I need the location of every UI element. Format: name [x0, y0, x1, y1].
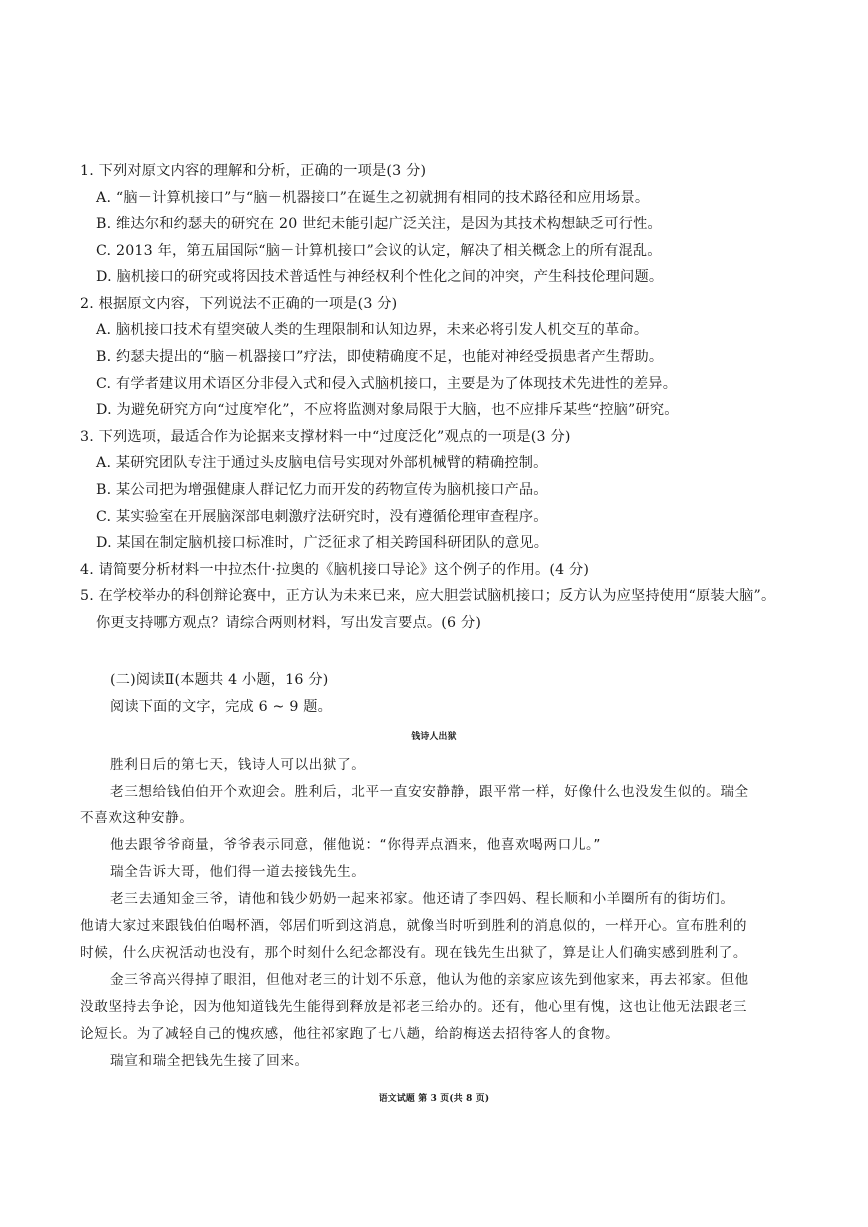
- passage-line: 老三去通知金三爷，请他和钱少奶奶一起来祁家。他还请了李四妈、程长顺和小羊圈所有的街坊们。: [110, 891, 735, 907]
- question-1-option-c: C. 2013 年，第五届国际“脑－计算机接口”会议的认定，解决了相关概念上的所有混乱。: [96, 243, 662, 259]
- passage-line: 瑞宣和瑞全把钱先生接了回来。: [110, 1053, 309, 1069]
- passage-line: 瑞全告诉大哥，他们得一道去接钱先生。: [110, 864, 366, 880]
- question-2-option-b: B. 约瑟夫提出的“脑－机器接口”疗法，即使精确度不足，也能对神经受损患者产生帮助。: [96, 349, 664, 365]
- passage-line: 金三爷高兴得掉了眼泪，但他对老三的计划不乐意，他认为他的亲家应该先到他家来，再去祁家。但他: [110, 972, 749, 988]
- passage-line: 不喜欢这种安静。: [80, 810, 194, 826]
- question-5-stem: 5. 在学校举办的科创辩论赛中，正方认为未来已来，应大胆尝试脑机接口；反方认为应坚持使用“原装大脑”。: [80, 588, 776, 604]
- passage-line: 胜利日后的第七天，钱诗人可以出狱了。: [110, 757, 366, 773]
- question-4-stem: 4. 请简要分析材料一中拉杰什·拉奥的《脑机接口导论》这个例子的作用。(4 分): [80, 562, 590, 578]
- question-5-continuation: 你更支持哪方观点？请综合两则材料，写出发言要点。(6 分): [96, 615, 482, 631]
- passage-line: 他请大家过来跟钱伯伯喝杯酒，邻居们听到这消息，就像当时听到胜利的消息似的，一样开心。宣布胜利的: [80, 918, 748, 934]
- question-3-option-c: C. 某实验室在开展脑深部电刺激疗法研究时，没有遵循伦理审查程序。: [96, 509, 548, 525]
- question-3-option-d: D. 某国在制定脑机接口标准时，广泛征求了相关跨国科研团队的意见。: [96, 535, 549, 551]
- passage-line: 老三想给钱伯伯开个欢迎会。胜利后，北平一直安安静静，跟平常一样，好像什么也没发生似的。瑞全: [110, 784, 749, 800]
- section-heading: (二)阅读Ⅱ(本题共 4 小题，16 分): [110, 672, 329, 688]
- question-1-option-d: D. 脑机接口的研究或将因技术普适性与神经权利个性化之间的冲突，产生科技伦理问题。: [96, 269, 664, 285]
- question-1-option-a: A. “脑－计算机接口”与“脑－机器接口”在诞生之初就拥有相同的技术路径和应用场景。: [96, 190, 650, 206]
- passage-line: 没敢坚持去争论，因为他知道钱先生能得到释放是祁老三给办的。还有，他心里有愧，这也让他无法跟老三: [80, 999, 748, 1015]
- page-footer: 语文试题 第 3 页(共 8 页): [378, 1094, 490, 1104]
- passage-line: 他去跟爷爷商量，爷爷表示同意，催他说：“你得弄点酒来，他喜欢喝两口儿。”: [110, 837, 602, 853]
- question-2-option-d: D. 为避免研究方向“过度窄化”，不应将监测对象局限于大脑，也不应排斥某些“控脑”研究。: [96, 402, 679, 418]
- question-2-stem: 2. 根据原文内容，下列说法不正确的一项是(3 分): [80, 296, 398, 312]
- passage-line: 论短长。为了减轻自己的愧疚感，他往祁家跑了七八趟，给韵梅送去招待客人的食物。: [80, 1026, 620, 1042]
- question-3-option-b: B. 某公司把为增强健康人群记忆力而开发的药物宣传为脑机接口产品。: [96, 482, 548, 498]
- section-instruction: 阅读下面的文字，完成 6 ~ 9 题。: [110, 699, 333, 715]
- passage-title: 钱诗人出狱: [411, 732, 457, 742]
- question-3-stem: 3. 下列选项，最适合作为论据来支撑材料一中“过度泛化”观点的一项是(3 分): [80, 429, 571, 445]
- question-2-option-c: C. 有学者建议用术语区分非侵入式和侵入式脑机接口，主要是为了体现技术先进性的差异。: [96, 376, 678, 392]
- question-1-option-b: B. 维达尔和约瑟夫的研究在 20 世纪未能引起广泛关注，是因为其技术构想缺乏可行性。: [96, 216, 662, 232]
- question-2-option-a: A. 脑机接口技术有望突破人类的生理限制和认知边界，未来必将引发人机交互的革命。: [96, 322, 649, 338]
- question-1-stem: 1. 下列对原文内容的理解和分析，正确的一项是(3 分): [80, 163, 427, 179]
- question-3-option-a: A. 某研究团队专注于通过头皮脑电信号实现对外部机械臂的精确控制。: [96, 455, 548, 471]
- passage-line: 时候，什么庆祝活动也没有，那个时刻什么纪念都没有。现在钱先生出狱了，算是让人们确实感到胜利了。: [80, 945, 748, 961]
